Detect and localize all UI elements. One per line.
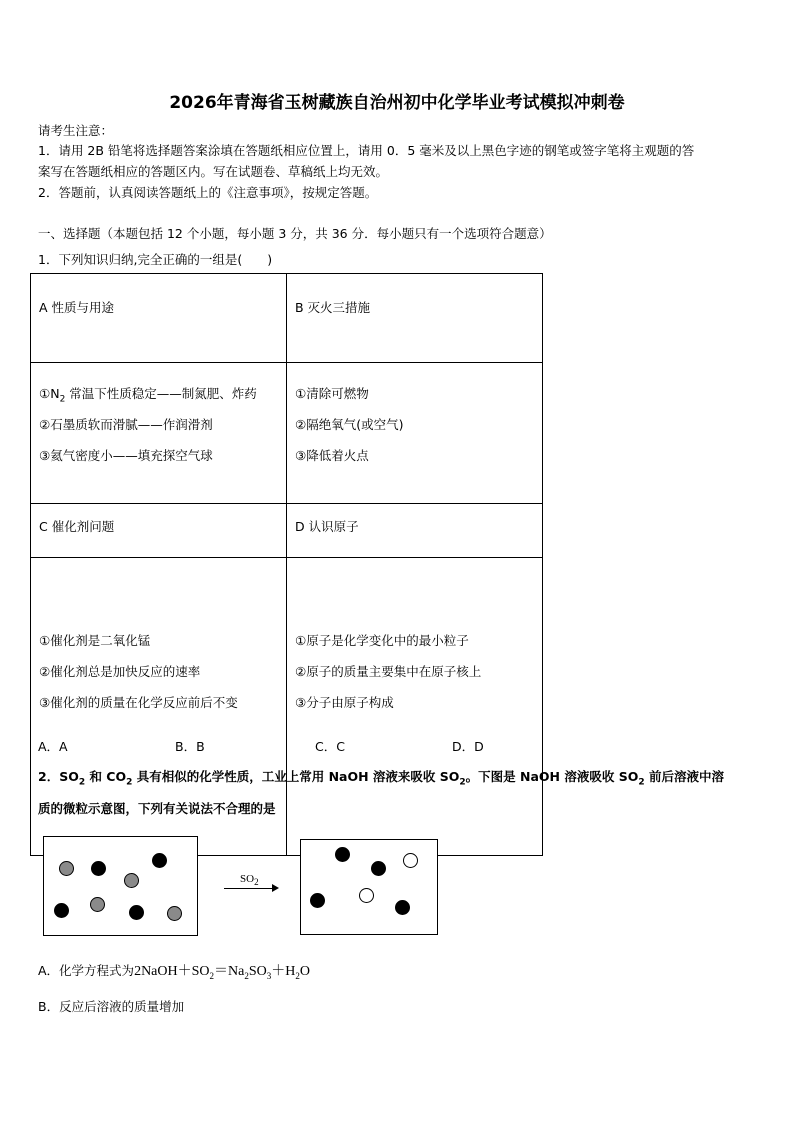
q1-option-a[interactable]: A．A [38, 739, 68, 754]
particle-black [335, 847, 350, 862]
b-item-1: ①清除可燃物 [295, 386, 369, 401]
b-item-3: ③降低着火点 [295, 448, 369, 463]
question-1-stem: 1．下列知识归纳,完全正确的一组是( ) [38, 252, 273, 267]
particle-black [371, 861, 386, 876]
q2-option-b[interactable]: B．反应后溶液的质量增加 [38, 999, 185, 1014]
c-item-3: ③催化剂的质量在化学反应前后不变 [39, 695, 238, 710]
cell-b-body [287, 363, 543, 504]
a-item-2: ②石墨质软而滑腻——作润滑剂 [39, 417, 213, 432]
cell-a-body [31, 363, 287, 504]
cell-d-head: D 认识原子 [287, 504, 543, 558]
question-2-stem-line2: 质的微粒示意图，下列有关说法不合理的是 [38, 801, 276, 816]
particle-gray [167, 906, 182, 921]
notice-line-2: 2．答题前，认真阅读答题纸上的《注意事项》，按规定答题。 [38, 185, 378, 200]
notice-heading: 请考生注意： [38, 123, 114, 138]
section-heading: 一、选择题（本题包括 12 个小题，每小题 3 分，共 36 分．每小题只有一个选项符合题意） [38, 226, 552, 241]
particle-black [54, 903, 69, 918]
question-2-stem: 2．$SO_2$ 和 $CO_2$ 具有相似的化学性质，工业上常用 NaOH 溶液来吸收 $SO_2$。下图是 NaOH 溶液吸收 $SO_2$ 前后溶液中溶 [38, 769, 724, 788]
q1-option-c[interactable]: C．C [315, 739, 345, 754]
cell-c-head: C 催化剂问题 [31, 504, 287, 558]
q1-option-d[interactable]: D．D [452, 739, 484, 754]
arrow-head-icon [272, 884, 279, 892]
cell-d-body [287, 558, 543, 856]
arrow-label: $SO_2$ [240, 873, 259, 888]
particle-gray [90, 897, 105, 912]
q1-option-b[interactable]: B．B [175, 739, 205, 754]
page-title: 2026年青海省玉树藏族自治州初中化学毕业考试模拟冲刺卷 [169, 93, 625, 113]
particle-gray [124, 873, 139, 888]
d-item-3: ③分子由原子构成 [295, 695, 394, 710]
cell-b-head: B 灭火三措施 [287, 274, 543, 363]
d-item-1: ①原子是化学变化中的最小粒子 [295, 633, 469, 648]
after-reaction-diagram [300, 839, 438, 935]
particle-black [91, 861, 106, 876]
before-reaction-diagram [43, 836, 198, 936]
particle-black [152, 853, 167, 868]
c-item-2: ②催化剂总是加快反应的速率 [39, 664, 201, 679]
particle-white [359, 888, 374, 903]
chemical-equation: $2NaOH+SO_2=Na_2SO_3+H_2O$ [134, 964, 310, 981]
reaction-arrow [224, 888, 274, 889]
particle-black [310, 893, 325, 908]
c-item-1: ①催化剂是二氧化锰 [39, 633, 151, 648]
a-item-1: $①N_2$ 常温下性质稳定——制氮肥、炸药 [39, 386, 257, 405]
q2-option-a[interactable]: A．化学方程式为$2NaOH+SO_2=Na_2SO_3+H_2O$ [38, 963, 310, 981]
b-item-2: ②隔绝氧气(或空气) [295, 417, 404, 432]
particle-black [395, 900, 410, 915]
notice-line-1a: 1．请用 2B 铅笔将选择题答案涂填在答题纸相应位置上，请用 0．5 毫米及以上黑色字迹的钢笔或签字笔将主观题的答 [38, 143, 695, 158]
cell-a-head: A 性质与用途 [31, 274, 287, 363]
particle-gray [59, 861, 74, 876]
d-item-2: ②原子的质量主要集中在原子核上 [295, 664, 482, 679]
notice-line-1b: 案写在答题纸相应的答题区内。写在试题卷、草稿纸上均无效。 [38, 164, 389, 179]
particle-black [129, 905, 144, 920]
particle-white [403, 853, 418, 868]
a-item-3: ③氦气密度小——填充探空气球 [39, 448, 213, 463]
